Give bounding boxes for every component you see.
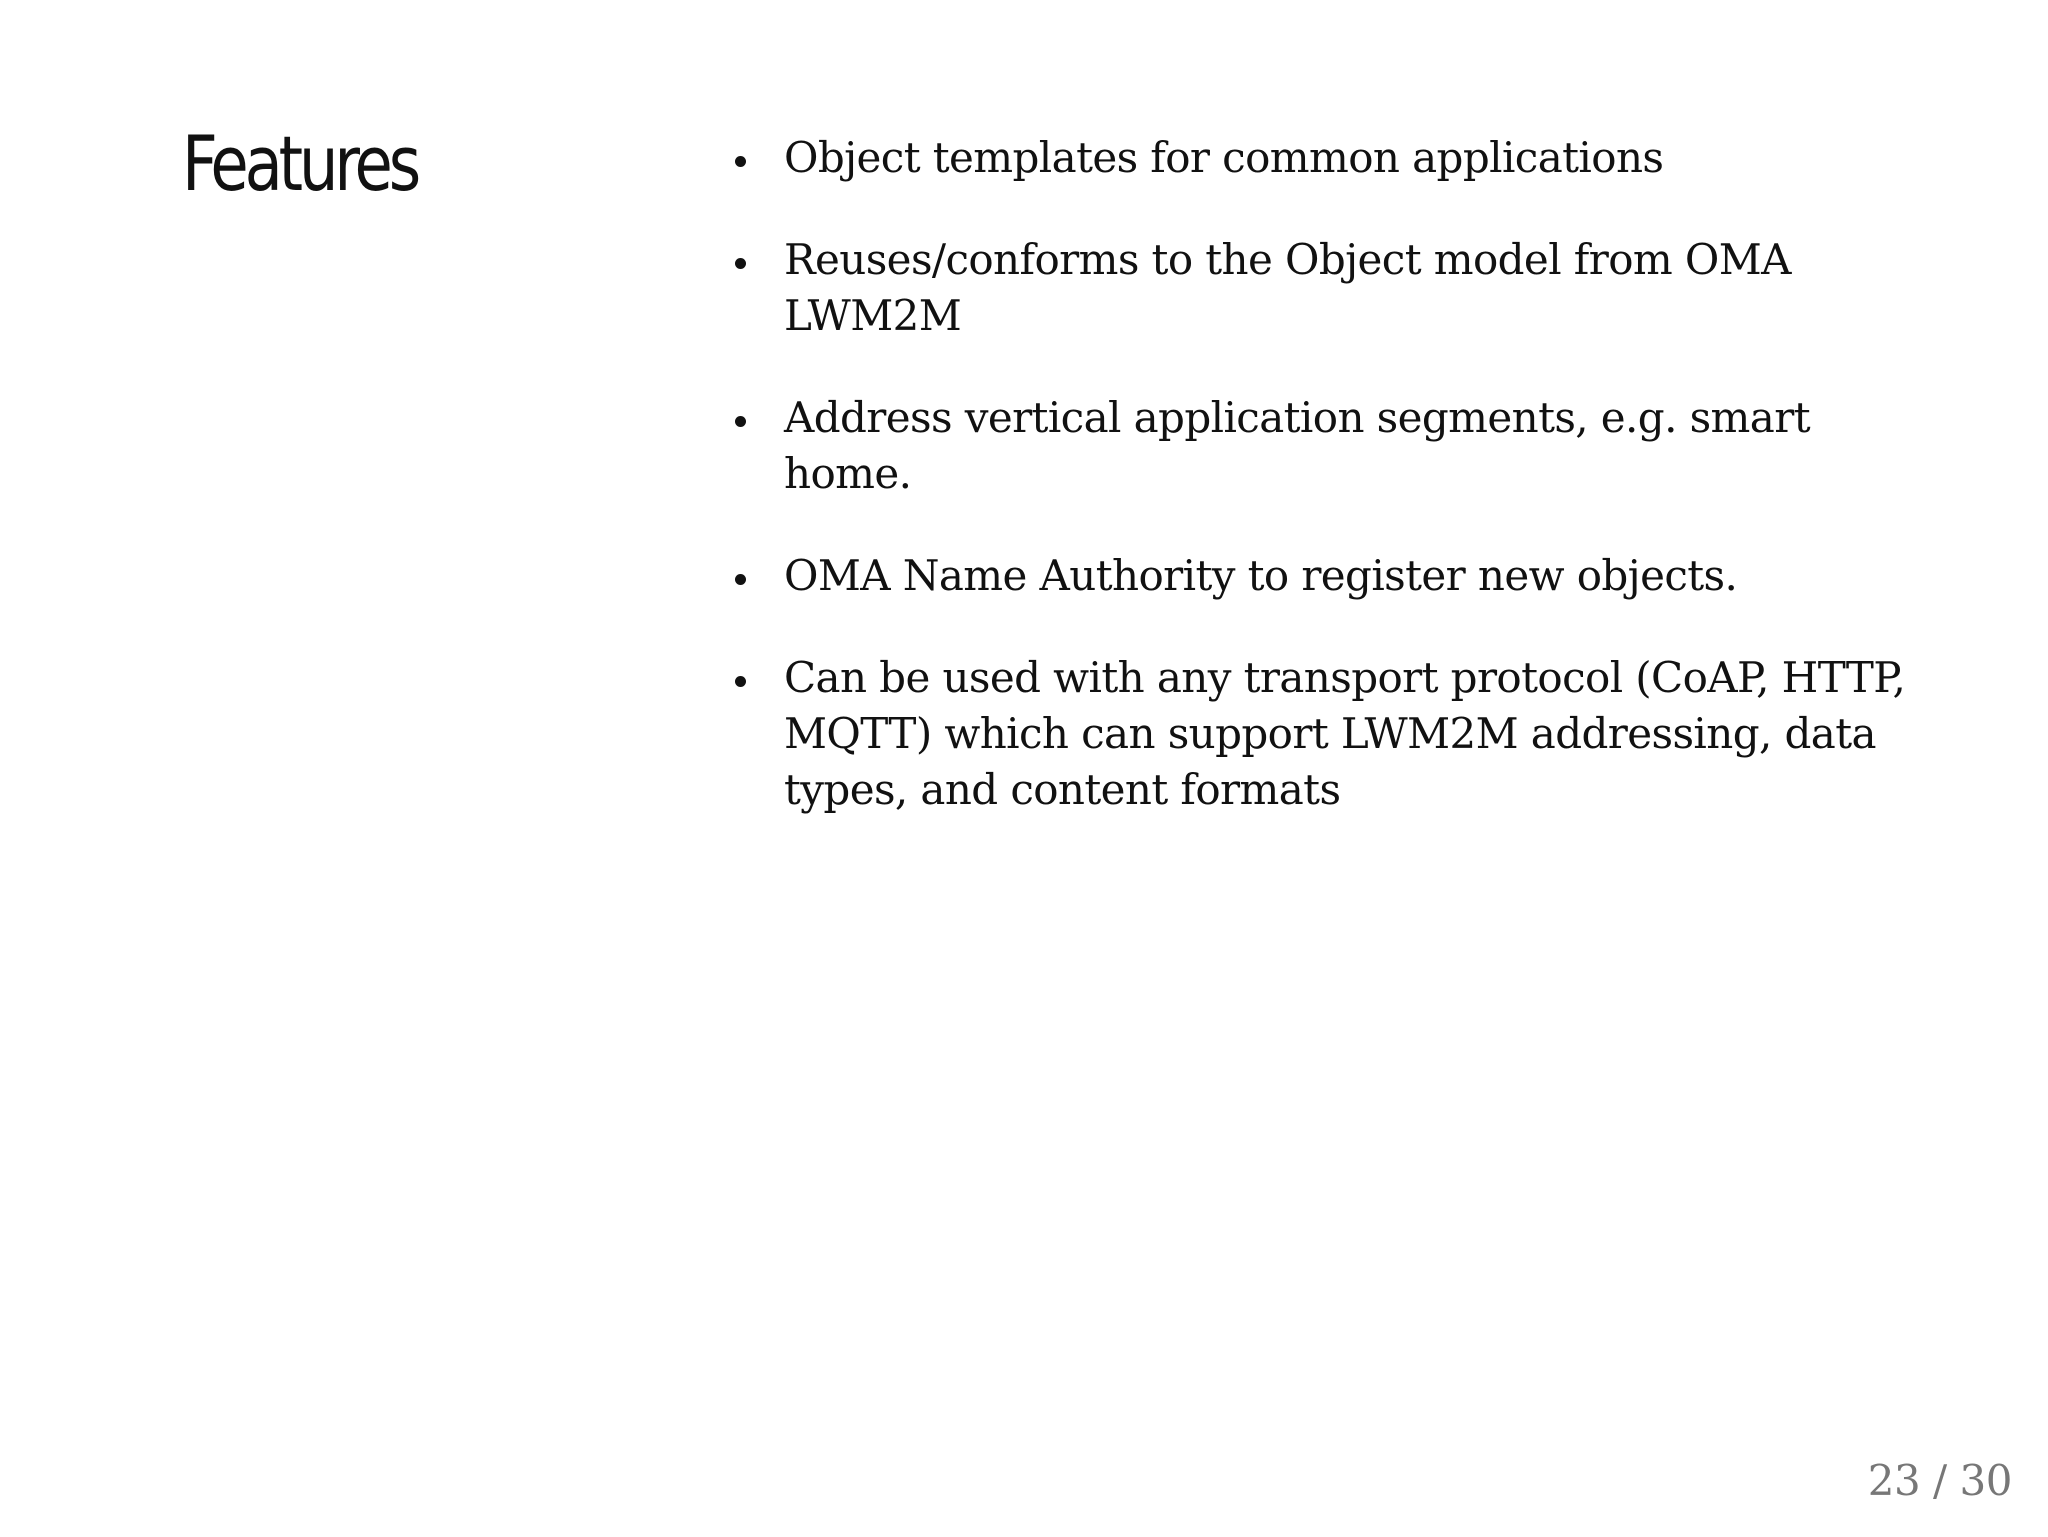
list-item xyxy=(735,130,1915,186)
bullet-dot-icon xyxy=(735,416,746,427)
list-item xyxy=(735,650,1915,818)
page-number: 23 / 30 xyxy=(1867,1456,2012,1505)
bullet-text: OMA Name Authority to register new objects. xyxy=(784,551,1738,600)
bullet-dot-icon xyxy=(735,574,746,585)
list-item xyxy=(735,390,1915,502)
list-item xyxy=(735,548,1915,604)
bullet-dot-icon xyxy=(735,156,746,167)
bullet-list xyxy=(735,130,1915,864)
bullet-text: Reuses/conforms to the Object model from OMA LWM2M xyxy=(784,235,1791,340)
bullet-dot-icon xyxy=(735,676,746,687)
bullet-text: Address vertical application segments, e.g. smart home. xyxy=(784,393,1810,498)
bullet-dot-icon xyxy=(735,258,746,269)
bullet-text: Object templates for common applications xyxy=(784,133,1664,182)
slide-title: Features xyxy=(182,119,418,208)
bullet-text: Can be used with any transport protocol (CoAP, HTTP, MQTT) which can support LWM2M addressing, data types, and content formats xyxy=(784,653,1906,814)
list-item xyxy=(735,232,1915,344)
